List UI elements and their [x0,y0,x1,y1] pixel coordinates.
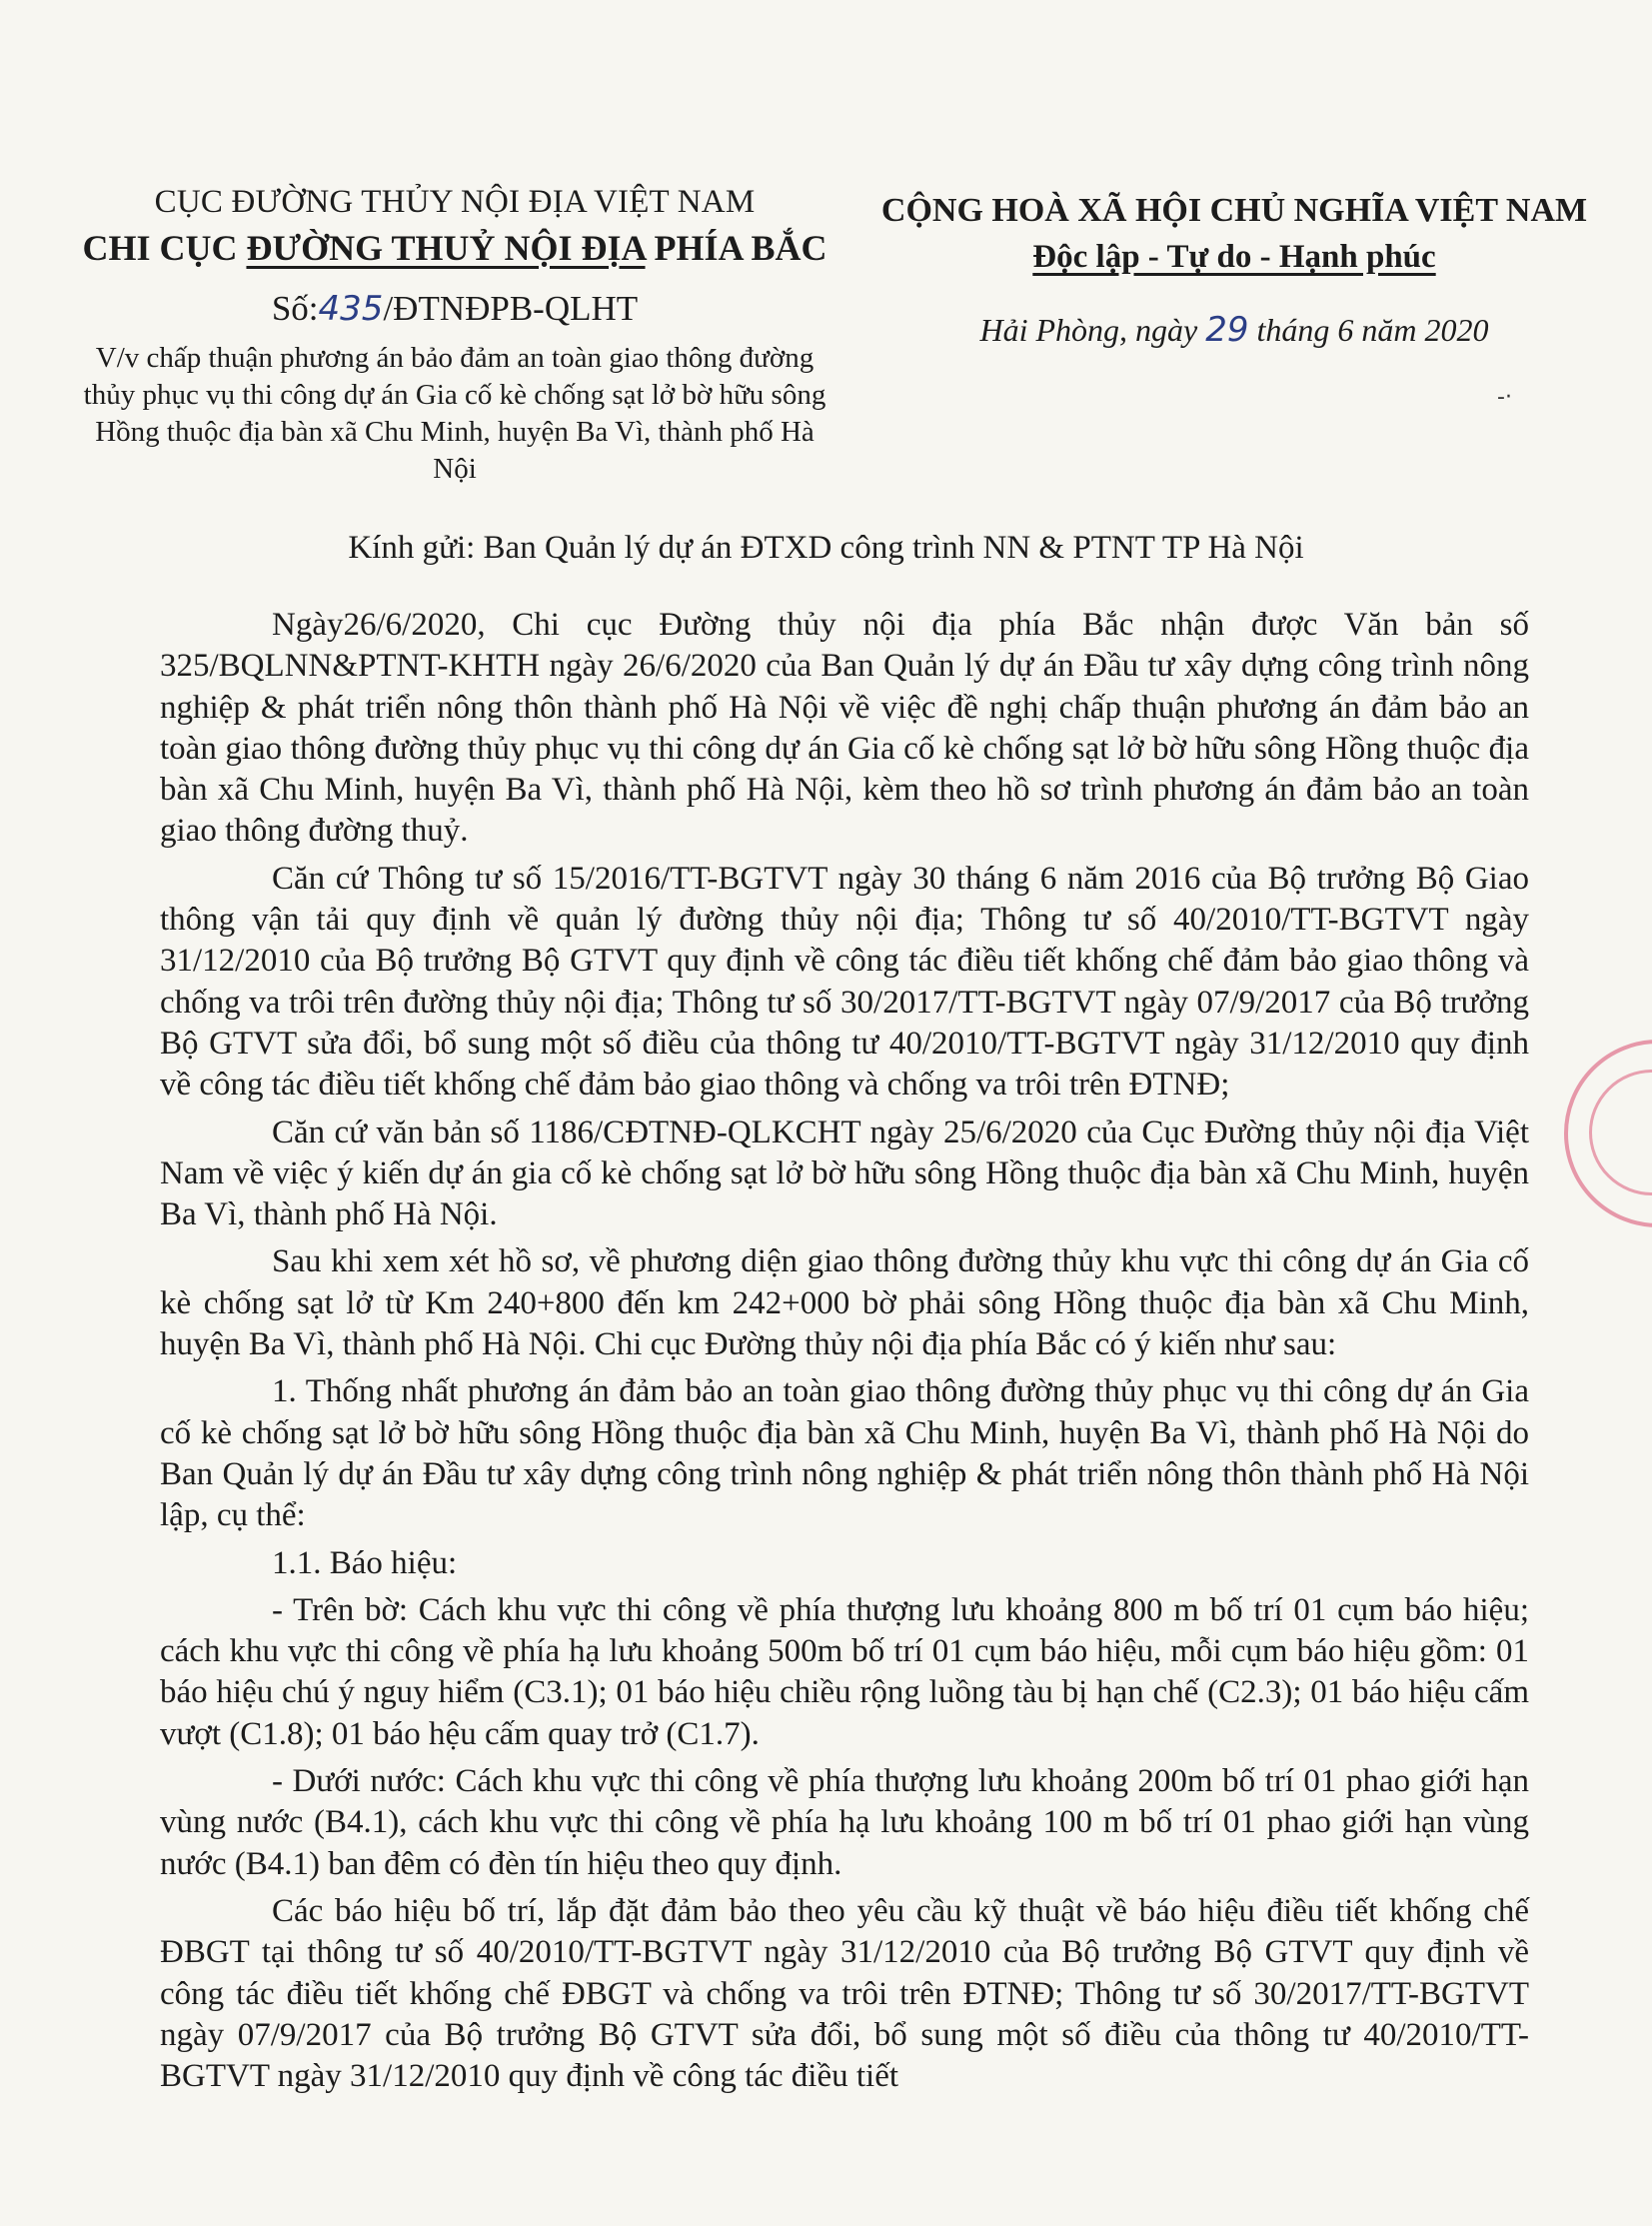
paragraph: Sau khi xem xét hồ sơ, về phương diện giao thông đường thủy khu vực thi công dự án Gia cố kè chống sạt lở từ Km 240+800 đến km 242+000 bờ phải sông Hồng thuộc địa bàn xã Chu Minh, huyện Ba Vì, thành phố Hà Nội. Chi cục Đường thủy nội địa phía Bắc có ý kiến như sau: [160,1243,1529,1363]
paragraph: Căn cứ văn bản số 1186/CĐTNĐ-QLKCHT ngày 25/6/2020 của Cục Đường thủy nội địa Việt Nam về việc ý kiến dự án gia cố kè chống sạt lở bờ hữu sông Hồng thuộc địa bàn xã Chu Minh, huyện Ba Vì, thành phố Hà Nội. [160,1113,1529,1233]
paragraph: Căn cứ Thông tư số 15/2016/TT-BGTVT ngày 30 tháng 6 năm 2016 của Bộ trưởng Bộ Giao thông vận tải quy định về quản lý đường thủy nội địa; Thông tư số 40/2010/TT-BGTVT ngày 31/12/2010 của Bộ trưởng Bộ GTVT quy định về công tác điều tiết khống chế đảm bảo giao thông và chống va trôi trên đường thủy nội địa; Thông tư số 30/2017/TT-BGTVT ngày 07/9/2017 của Bộ trưởng Bộ GTVT sửa đổi, bổ sung một số điều của thông tư 40/2010/TT-BGTVT ngày 31/12/2010 quy định về công tác điều tiết khống chế đảm bảo giao thông và chống va trôi trên ĐTNĐ; [160,860,1529,1104]
issuer-block [40,180,869,488]
recipient-line: Kính gửi: Ban Quản lý dự án ĐTXD công trình NN & PTNT TP Hà Nội [348,530,1304,566]
nation-title: CỘNG HOÀ XÃ HỘI CHỦ NGHĨA VIỆT NAM [880,192,1588,229]
motto-text: Độc lập - Tự do - Hạnh phúc [1032,239,1436,275]
nation-block [849,188,1619,352]
document-body [160,605,1529,2103]
subagency-underlined: ĐƯỜNG THUỶ NỘI ĐỊA [246,228,646,268]
paragraph: Ngày26/6/2020, Chi cục Đường thủy nội địa phía Bắc nhận được Văn bản số 325/BQLNN&PTNT-KHTH ngày 26/6/2020 của Ban Quản lý dự án Đầu tư xây dựng công trình nông nghiệp & phát triển nông thôn thành phố Hà Nội về việc đề nghị chấp thuận phương án đảm bảo an toàn giao thông đường thủy phục vụ thi công dự án Gia cố kè chống sạt lở bờ hữu sông Hồng thuộc địa bàn xã Chu Minh, huyện Ba Vì, thành phố Hà Nội, kèm theo hồ sơ trình phương án đảm bảo an toàn giao thông đường thuỷ. [160,607,1529,850]
subagency-prefix: CHI CỤC [82,228,247,268]
paragraph: - Dưới nước: Cách khu vực thi công về phía thượng lưu khoảng 200m bố trí 01 phao giới hạn vùng nước (B4.1), cách khu vực thi công về phía hạ lưu khoảng 100 m bố trí 01 phao giới hạn vùng nước (B4.1) ban đêm có đèn tín hiệu theo quy định. [160,1763,1529,1882]
document-number [40,286,869,332]
agency-name: CỤC ĐƯỜNG THỦY NỘI ĐỊA VIỆT NAM [154,184,756,220]
document-subject: V/v chấp thuận phương án bảo đảm an toàn giao thông đường thủy phục vụ thi công dự án Gia cố kè chống sạt lở bờ hữu sông Hồng thuộc địa bàn xã Chu Minh, huyện Ba Vì, thành phố Hà Nội [83,342,826,485]
docno-handwritten: 435 [318,289,384,329]
date-suffix: tháng 6 năm 2020 [1248,312,1489,348]
national-motto [849,234,1619,280]
subagency-name [40,224,869,272]
date-prefix: Hải Phòng, ngày [979,312,1206,348]
scan-mark: -· [1497,385,1512,410]
date-line [849,308,1619,352]
paragraph: 1. Thống nhất phương án đảm bảo an toàn giao thông đường thủy phục vụ thi công dự án Gia cố kè chống sạt lở bờ hữu sông Hồng thuộc địa bàn xã Chu Minh, huyện Ba Vì, thành phố Hà Nội do Ban Quản lý dự án Đầu tư xây dựng công trình nông nghiệp & phát triển nông thôn thành phố Hà Nội lập, cụ thể: [160,1373,1529,1534]
subagency-suffix: PHÍA BẮC [645,228,827,268]
paragraph: Các báo hiệu bố trí, lắp đặt đảm bảo theo yêu cầu kỹ thuật về báo hiệu điều tiết khống chế ĐBGT tại thông tư số 40/2010/TT-BGTVT ngày 31/12/2010 của Bộ trưởng Bộ GTVT quy định về công tác điều tiết khống chế ĐBGT và chống va trôi trên ĐTNĐ; Thông tư số 30/2017/TT-BGTVT ngày 07/9/2017 của Bộ trưởng Bộ GTVT sửa đổi, bổ sung một số điều của thông tư 40/2010/TT-BGTVT ngày 31/12/2010 quy định về công tác điều tiết [160,1892,1529,2095]
date-day-handwritten: 29 [1205,310,1249,350]
paragraph: - Trên bờ: Cách khu vực thi công về phía thượng lưu khoảng 800 m bố trí 01 cụm báo hiệu; cách khu vực thi công về phía hạ lưu khoảng 500m bố trí 01 cụm báo hiệu, mỗi cụm báo hiệu gồm: 01 báo hiệu chú ý nguy hiểm (C3.1); 01 báo hiệu chiều rộng luồng tàu bị hạn chế (C2.3); 01 báo hiệu cấm vượt (C1.8); 01 báo hệu cấm quay trở (C1.7). [160,1591,1529,1752]
docno-suffix: /ĐTNĐPB-QLHT [383,289,639,328]
docno-prefix: Số: [271,289,319,328]
paragraph: 1.1. Báo hiệu: [272,1544,458,1581]
